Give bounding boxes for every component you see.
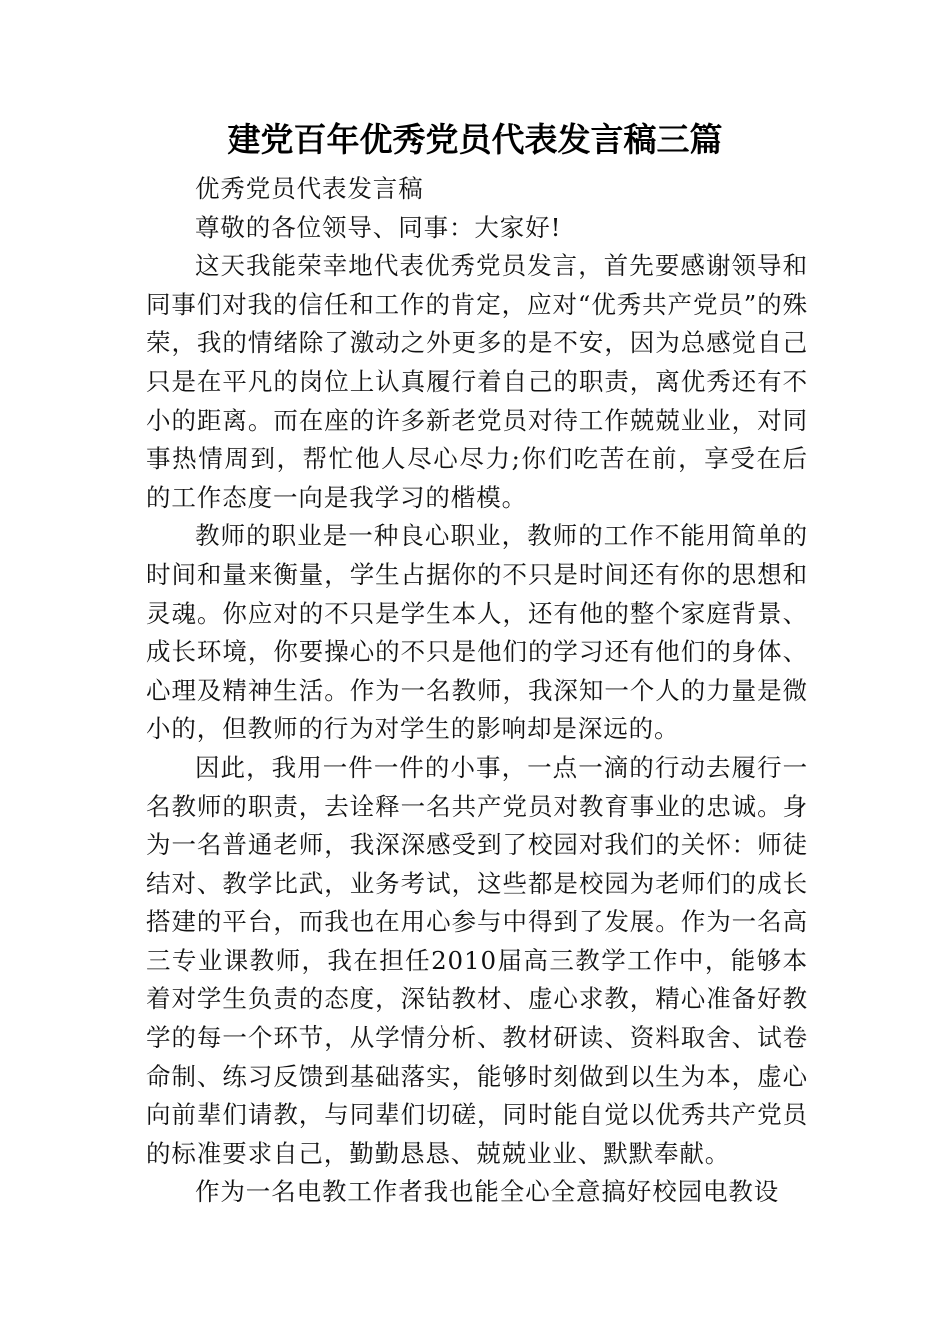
document-title: 建党百年优秀党员代表发言稿三篇: [227, 120, 723, 159]
paragraph: 因此，我用一件一件的小事，一点一滴的行动去履行一名教师的职责，去诠释一名共产党员对教育事业的忠诚。身为一名普通老师，我深深感受到了校园对我们的关怀：师徒结对、教学比武，业务考试，这些都是校园为老师们的成长搭建的平台，而我也在用心参与中得到了发展。作为一名高三专业课教师，我在担任2010届高三教学工作中，能够本着对学生负责的态度，深钻教材、虚心求教，精心准备好教学的每一个环节，从学情分析、教材研读、资料取舍、试卷命制、练习反馈到基础落实，能够时刻做到以生为本，虚心向前辈们请教，与同辈们切磋，同时能自觉以优秀共产党员的标准要求自己，勤勤恳恳、兢兢业业、默默奉献。: [146, 752, 808, 1168]
paragraph: 教师的职业是一种良心职业，教师的工作不能用简单的时间和量来衡量，学生占据你的不只是时间还有你的思想和灵魂。你应对的不只是学生本人，还有他的整个家庭背景、成长环境，你要操心的不只是他们的学习还有他们的身体、心理及精神生活。作为一名教师，我深知一个人的力量是微小的，但教师的行为对学生的影响却是深远的。: [146, 521, 808, 744]
paragraph-greeting: 尊敬的各位领导、同事：大家好!: [195, 212, 562, 242]
document-body: [146, 170, 808, 1212]
paragraph: 作为一名电教工作者我也能全心全意搞好校园电教设: [195, 1177, 780, 1207]
paragraph: 这天我能荣幸地代表优秀党员发言，首先要感谢领导和同事们对我的信任和工作的肯定，应对“优秀共产党员”的殊荣，我的情绪除了激动之外更多的是不安，因为总感觉自己只是在平凡的岗位上认真履行着自己的职责，离优秀还有不小的距离。而在座的许多新老党员对待工作兢兢业业，对同事热情周到，帮忙他人尽心尽力;你们吃苦在前，享受在后的工作态度一向是我学习的楷模。: [146, 251, 808, 512]
paragraph-subtitle: 优秀党员代表发言稿: [195, 174, 424, 203]
